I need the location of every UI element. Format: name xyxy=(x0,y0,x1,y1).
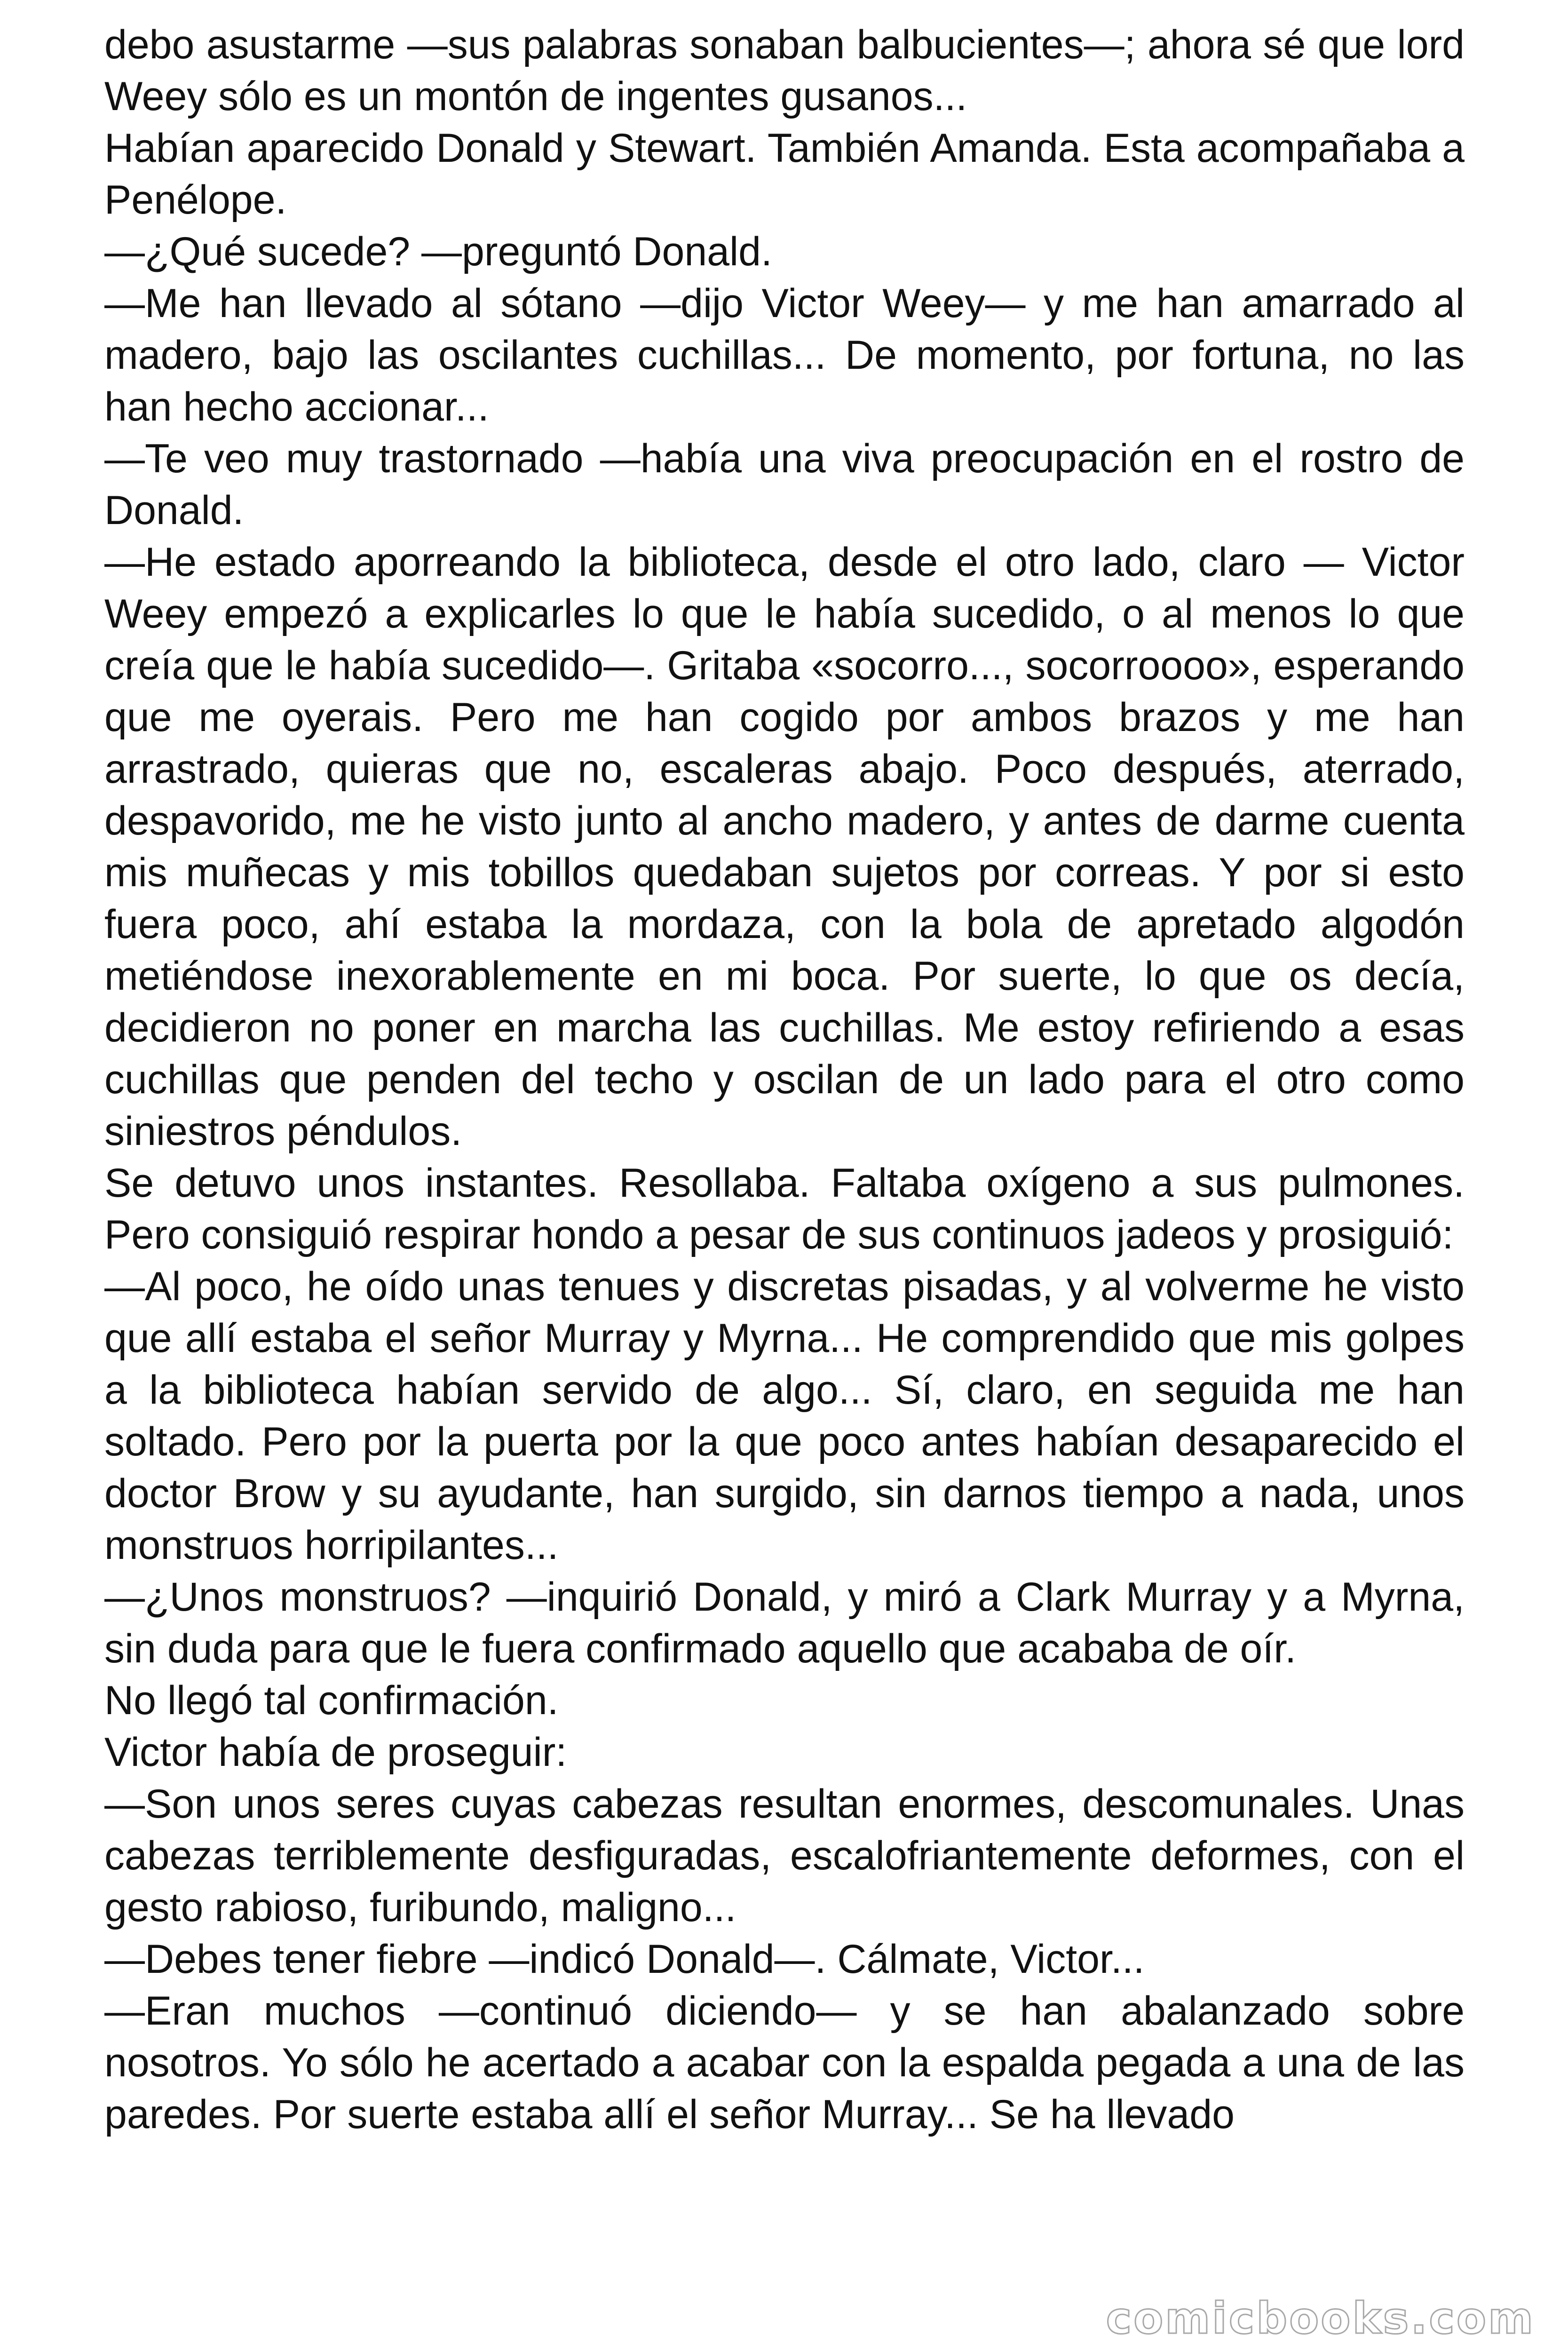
paragraph-12: —Son unos seres cuyas cabezas resultan enormes, descomunales. Unas cabezas terriblemente desfiguradas, escalofriantemente deformes, con el gesto rabioso, furibundo, maligno... xyxy=(104,1781,1465,1930)
paragraph-8: —Al poco, he oído unas tenues y discretas pisadas, y al volverme he visto que allí estaba el señor Murray y Myrna... He comprendido que mis golpes a la biblioteca habían servido de algo... Sí, claro, en seguida me han soltado. Pero por la puerta por la que poco antes habían desaparecido el doctor Brow y su ayudante, han surgido, sin darnos tiempo a nada, unos monstruos horripilantes... xyxy=(104,1264,1465,1568)
paragraph-13: —Debes tener fiebre —indicó Donald—. Cálmate, Victor... xyxy=(104,1937,1145,1982)
paragraph-9: —¿Unos monstruos? —inquirió Donald, y miró a Clark Murray y a Myrna, sin duda para que le fuera confirmado aquello que acababa de oír. xyxy=(104,1574,1465,1671)
paragraph-11: Victor había de proseguir: xyxy=(104,1730,567,1775)
paragraph-2: Habían aparecido Donald y Stewart. También Amanda. Esta acompañaba a Penélope. xyxy=(104,126,1465,222)
paragraph-4: —Me han llevado al sótano —dijo Victor Weey— y me han amarrado al madero, bajo las oscilantes cuchillas... De momento, por fortuna, no las han hecho accionar... xyxy=(104,281,1465,429)
paragraph-3: —¿Qué sucede? —preguntó Donald. xyxy=(104,229,772,274)
paragraph-10: No llegó tal confirmación. xyxy=(104,1678,559,1723)
paragraph-7: Se detuvo unos instantes. Resollaba. Faltaba oxígeno a sus pulmones. Pero consiguió respirar hondo a pesar de sus continuos jadeos y prosiguió: xyxy=(104,1160,1465,1257)
paragraph-1: debo asustarme —sus palabras sonaban balbucientes—; ahora sé que lord Weey sólo es un montón de ingentes gusanos... xyxy=(104,22,1465,119)
document-page xyxy=(104,19,1465,2140)
paragraph-5: —Te veo muy trastornado —había una viva preocupación en el rostro de Donald. xyxy=(104,436,1465,533)
watermark: comicbooks.com xyxy=(1106,2293,1535,2344)
paragraph-14: —Eran muchos —continuó diciendo— y se han abalanzado sobre nosotros. Yo sólo he acertado a acabar con la espalda pegada a una de las paredes. Por suerte estaba allí el señor Murray... Se ha llevado xyxy=(104,1988,1465,2137)
paragraph-6: —He estado aporreando la biblioteca, desde el otro lado, claro — Victor Weey empezó a explicarles lo que le había sucedido, o al menos lo que creía que le había sucedido—. Gritaba «socorro..., socorroooo», esperando que me oyerais. Pero me han cogido por ambos brazos y me han arrastrado, quieras que no, escaleras abajo. Poco después, aterrado, despavorido, me he visto junto al ancho madero, y antes de darme cuenta mis muñecas y mis tobillos quedaban sujetos por correas. Y por si esto fuera poco, ahí estaba la mordaza, con la bola de apretado algodón metiéndose inexorablemente en mi boca. Por suerte, lo que os decía, decidieron no poner en marcha las cuchillas. Me estoy refiriendo a esas cuchillas que penden del techo y oscilan de un lado para el otro como siniestros péndulos. xyxy=(104,540,1465,1154)
